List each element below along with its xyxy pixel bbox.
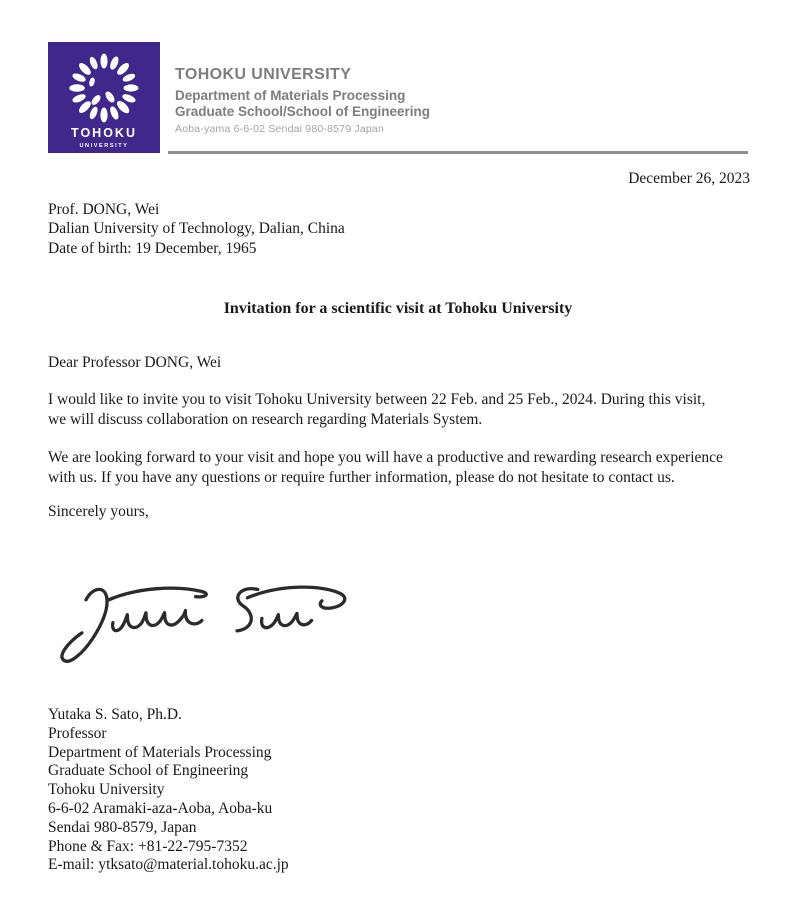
recipient-affiliation: Dalian University of Technology, Dalian, China [48,220,345,238]
signer-department: Department of Materials Processing [48,743,272,761]
signer-name: Yutaka S. Sato, Ph.D. [48,706,182,723]
body-paragraph [48,448,754,488]
signature-block [48,706,289,875]
logo-wordmark: TOHOKU [71,126,137,140]
signer-school: Graduate School of Engineering [48,762,249,780]
letterhead-department: Department of Materials Processing [175,88,406,103]
signer-university: Tohoku University [48,781,165,799]
paragraph-line: I would like to invite you to visit Tohoku University between 22 Feb. and 25 Feb., 2024. During this visit, [48,391,706,408]
paragraph-line: We are looking forward to your visit and hope you will have a productive and rewarding research experience [48,449,723,466]
handwritten-signature-image [55,568,355,673]
tohoku-university-logo [48,42,160,153]
recipient-date-of-birth: Date of birth: 19 December, 1965 [48,239,257,257]
paragraph-line: with us. If you have any questions or require further information, please do not hesitate to contact us. [48,468,675,486]
signer-email: E-mail: ytksato@material.tohoku.ac.jp [48,856,289,874]
letterhead-school: Graduate School/School of Engineering [175,103,431,119]
letterhead-address: Aoba-yama 6-6-02 Sendai 980-8579 Japan [175,123,384,135]
letter-subject: Invitation for a scientific visit at Tohoku University [223,300,573,317]
body-paragraph [48,390,754,430]
signer-title: Professor [48,724,107,742]
closing: Sincerely yours, [48,503,149,520]
signer-address-street: 6-6-02 Aramaki-aza-Aoba, Aoba-ku [48,799,273,817]
letterhead-university-name: TOHOKU UNIVERSITY [175,66,352,83]
letterhead [175,66,430,135]
letterhead-divider [168,151,748,154]
paragraph-line: we will discuss collaboration on research regarding Materials System. [48,410,483,428]
recipient-name: Prof. DONG, Wei [48,201,160,218]
recipient-block [48,200,345,258]
salutation: Dear Professor DONG, Wei [48,354,222,371]
signer-address-city: Sendai 980-8579, Japan [48,818,197,836]
logo-wordmark-sub: UNIVERSITY [79,143,129,149]
signer-phone-fax: Phone & Fax: +81-22-795-7352 [48,837,248,855]
letter-date: December 26, 2023 [628,170,750,187]
